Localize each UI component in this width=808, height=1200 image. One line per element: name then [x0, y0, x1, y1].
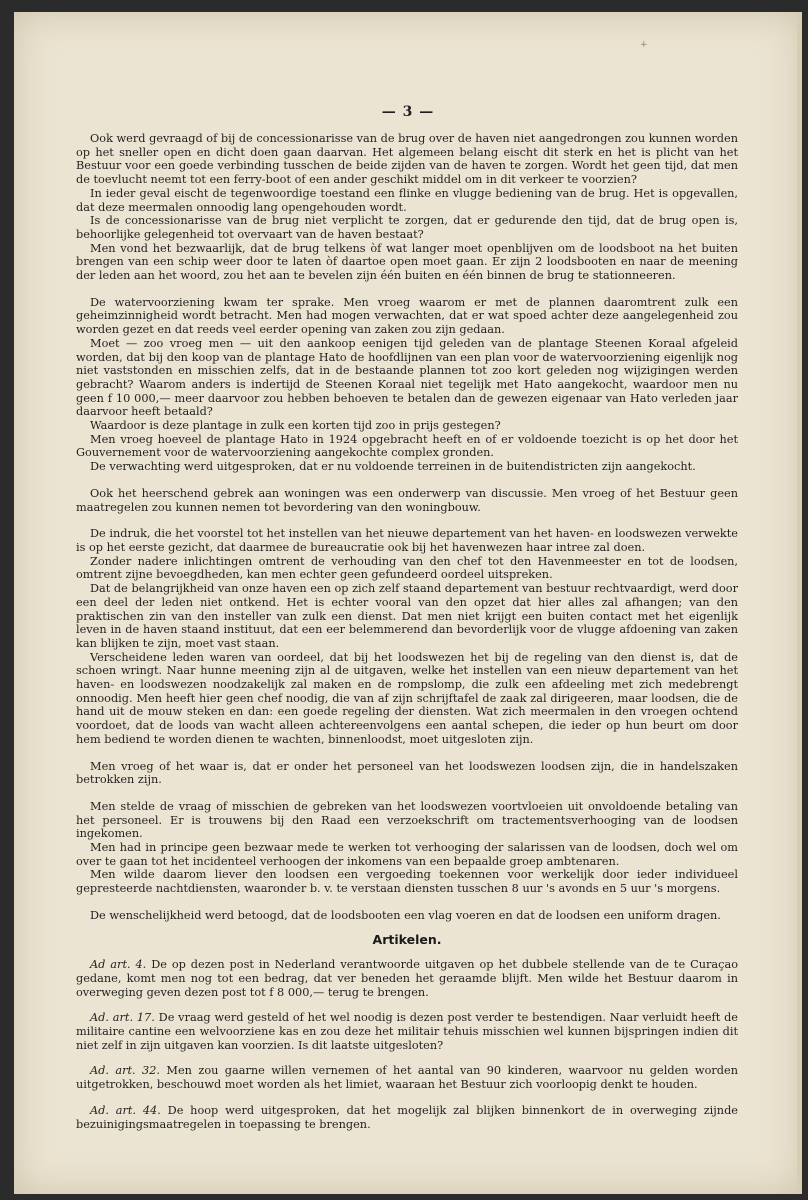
article-ref: Ad. art. 32. [90, 1064, 161, 1078]
section-harbour-department [76, 527, 738, 746]
article-item [76, 1064, 738, 1091]
paragraph: De indruk, die het voorstel tot het instellen van het nieuwe departement van het haven- en loodswezen verwekte is op het eerste gezicht, dat daarmee de bureaucratie ook bij het havenwezen haar intree zal doen. [76, 527, 738, 554]
article-ref: Ad. art. 17. [90, 1011, 155, 1025]
article-item [76, 1011, 738, 1052]
paragraph: Zonder nadere inlichtingen omtrent de verhouding van den chef tot den Havenmeester en tot de loodsen, omtrent zijne bevoegdheden, kan men echter geen gefundeerd oordeel uitspreken. [76, 554, 738, 582]
paragraph: Men vroeg hoeveel de plantage Hato in 1924 opgebracht heeft en of er voldoende toezicht is op het door het Gouvernement voor de watervoorziening aangekochte complex gronden. [76, 432, 738, 460]
paragraph: Men had in principe geen bezwaar mede te werken tot verhooging der salarissen van de loodsen, doch wel om over te gaan tot het incidenteel verhoogen der inkomens van een bepaalde groep ambtenaren. [76, 841, 738, 868]
article-text: De vraag werd gesteld of het wel noodig is dezen post verder te bestendigen. Naar verluidt heeft de militaire cantine een welvoorziene kas en zou deze het militair tehuis misschien wel kunnen bijspringen indien dit niet zelf in zijn uitgaven kan voorzien. Is dit laatste uitgesloten? [76, 1011, 738, 1052]
paragraph: Waardoor is deze plantage in zulk een korten tijd zoo in prijs gestegen? [90, 419, 501, 433]
section-pilots-trade [76, 760, 738, 787]
paragraph: De wenschelijkheid werd betoogd, dat de loodsbooten een vlag voeren en dat de loodsen een uniform dragen. [90, 908, 721, 922]
paragraph: In ieder geval eischt de tegenwoordige toestand een flinke en vlugge bediening van de brug. Het is opgevallen, dat deze meermalen onnoodig lang opengehouden wordt. [76, 186, 738, 214]
paragraph: Moet — zoo vroeg men — uit den aankoop eenigen tijd geleden van de plantage Steenen Koraal afgeleid worden, dat bij den koop van de plantage Hato de hoofdlijnen van een plan voor de watervoorziening eigenlijk nog niet vaststonden en misschien zelfs, dat in de bestaande plannen tot zoo kort geleden nog wijzigingen werden gebracht? Waarom anders is indertijd de Steenen Koraal niet tegelijk met Hato aangekocht, waardoor men nu geen f 10 000,— meer daarvoor zou hebben behoeven te betalen dan de gewezen eigenaar van Hato verleden jaar daarvoor heeft betaald? [76, 336, 738, 419]
article-item [76, 958, 738, 999]
article-text: De op dezen post in Nederland verantwoorde uitgaven op het dubbele stellende van de te Curaçao gedane, komt men nog tot een bedrag, dat ver beneden het geraamde blijft. Men wilde het Bestuur daarom in overweging geven dezen post tot f 8 000,— terug te brengen. [76, 958, 738, 999]
article-text: Men zou gaarne willen vernemen of het aantal van 90 kinderen, waarvoor nu gelden worden uitgetrokken, beschouwd moet worden als het limiet, waaraan het Bestuur zich voorloopig denkt te houden. [76, 1064, 738, 1092]
article-ref: Ad art. 4. [90, 958, 147, 972]
paragraph: Is de concessionarisse van de brug niet verplicht te zorgen, dat er gedurende den tijd, dat de brug open is, behoorlijke gelegenheid tot overvaart van de haven bestaat? [76, 214, 738, 241]
section-pilots-pay [76, 800, 738, 896]
paragraph: De watervoorziening kwam ter sprake. Men vroeg waarom er met de plannen daaromtrent zulk een geheimzinnigheid wordt betracht. Men had mogen verwachten, dat er wat spoed achter deze aangelegenheid zou worden gezet en dat reeds veel eerder opening van zaken zou zijn gedaan. [76, 295, 738, 337]
article-text: De hoop werd uitgesproken, dat het mogelijk zal blijken binnenkort de in overweging zijnde bezuinigingsmaatregelen in toepassing te brengen. [76, 1103, 738, 1131]
paragraph: De verwachting werd uitgesproken, dat er nu voldoende terreinen in de buitendistricten zijn aangekocht. [90, 460, 696, 474]
articles-list [76, 958, 738, 1131]
paragraph: Men vond het bezwaarlijk, dat de brug telkens òf wat langer moet openblijven om de loodsboot na het buiten brengen van een schip weer door te laten òf daartoe open moet gaan. Er zijn 2 loodsbooten en naar de meening der leden aan het woord, zou het aan te bevelen zijn één buiten en één binnen de brug te stationneeren. [76, 241, 738, 283]
paragraph: Men wilde daarom liever den loodsen een vergoeding toekennen voor werkelijk door ieder individueel gepresteerde nachtdiensten, waaronder b. v. te verstaan diensten tusschen 8 uur 's avonds en 5 uur 's morgens. [76, 868, 738, 896]
article-ref: Ad. art. 44. [90, 1103, 161, 1117]
paragraph: Ook het heerschend gebrek aan woningen was een onderwerp van discussie. Men vroeg of het Bestuur geen maatregelen zou kunnen nemen tot bevordering van den woningbouw. [76, 486, 738, 514]
paragraph: Men vroeg of het waar is, dat er onder het personeel van het loodswezen loodsen zijn, die in handelszaken betrokken zijn. [76, 759, 738, 787]
paragraph: Dat de belangrijkheid van onze haven een op zich zelf staand departement van bestuur rechtvaardigt, werd door een deel der leden niet ontkend. Het is echter vooral van den opzet dat hier alles zal afhangen; van den praktischen zin van den insteller van zulk een dienst. Dat men niet krijgt een buiten contact met het eigenlijk leven in de haven staand instituut, dat een eer belemmerend dan bevorderlijk voor de vlugge afdoening van zaken kan blijken te zijn, moet vast staan. [76, 582, 738, 650]
corner-mark: + [640, 40, 648, 50]
section-water-supply [76, 296, 738, 474]
articles-heading: Artikelen. [372, 931, 442, 947]
paragraph: Ook werd gevraagd of bij de concessionarisse van de brug over de haven niet aangedrongen zou kunnen worden op het sneller open en dicht doen gaan daarvan. Het algemeen belang eischt dit sterk en het is plicht van het Bestuur voor een goede verbinding tusschen de beide zijden van de haven te zorgen. Wordt het geen tijd, dat men de toevlucht neemt tot een ferry-boot of een ander geschikt middel om in dit verkeer te voorzien? [76, 132, 738, 187]
paragraph: Verscheidene leden waren van oordeel, dat bij het loodswezen het bij de regeling van den dienst is, dat de schoen wringt. Naar hunne meening zijn al de uitgaven, welke het instellen van een nieuw departement van het haven- en loodswezen noodzakelijk zal maken en de rompslomp, die zulk een afdeeling met zich medebrengt onnoodig. Men heeft hier geen chef noodig, die van af zijn schrijftafel de zaak zal dirigeeren, maar loodsen, die de hand uit de mouw steken en dan: een goede regeling der diensten. Wat zich meermalen in den vroegen ochtend voordoet, dat de loods van wacht alleen achtereenvolgens een aantal schepen, die ieder op hun beurt om door hem bediend te worden dienen te wachten, binnenloodst, moet uitgesloten zijn. [76, 650, 738, 746]
article-item [76, 1104, 738, 1131]
section-bridge [76, 132, 738, 283]
section-flag-uniform [76, 909, 738, 923]
document-body [76, 132, 738, 1131]
page-number: — 3 — [381, 104, 435, 120]
paragraph: Men stelde de vraag of misschien de gebreken van het loodswezen voortvloeien uit onvoldoende betaling van het personeel. Er is trouwens bij den Raad een verzoekschrift om tractementsverhooging van de loodsen ingekomen. [76, 799, 738, 841]
section-housing [76, 487, 738, 514]
page-edge [797, 12, 802, 1194]
document-page [14, 12, 802, 1194]
